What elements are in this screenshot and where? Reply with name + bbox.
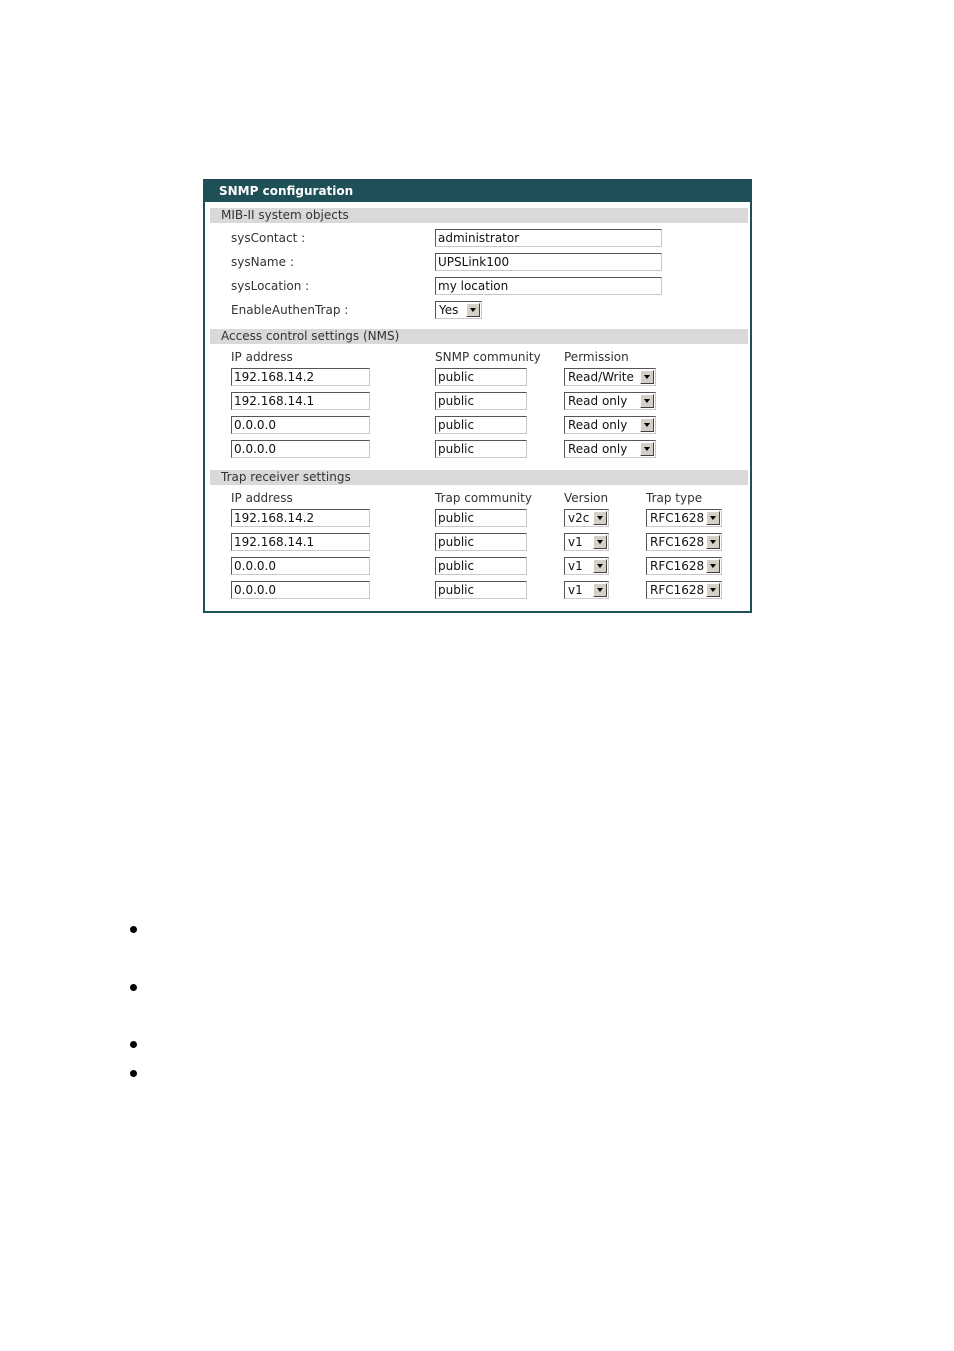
section-access: Access control settings (NMS) (210, 329, 748, 344)
trap-community-input[interactable]: public (435, 509, 527, 527)
bullet-dot (130, 926, 137, 933)
chevron-down-icon[interactable] (466, 303, 480, 317)
access-ip-input[interactable]: 0.0.0.0 (231, 440, 370, 458)
access-header-ip: IP address (231, 350, 293, 364)
enableauthentrap-label: EnableAuthenTrap : (231, 303, 349, 317)
trap-version-value: v2c (568, 511, 590, 525)
chevron-down-icon[interactable] (640, 394, 654, 408)
access-ip-input[interactable]: 192.168.14.2 (231, 368, 370, 386)
chevron-down-icon[interactable] (706, 535, 720, 549)
access-community-input[interactable]: public (435, 368, 527, 386)
access-permission-select[interactable] (564, 368, 656, 386)
access-permission-select[interactable] (564, 416, 656, 434)
panel-title: SNMP configuration (205, 181, 750, 202)
trap-type-select[interactable] (646, 533, 722, 551)
chevron-down-icon[interactable] (593, 511, 607, 525)
access-ip-input[interactable]: 0.0.0.0 (231, 416, 370, 434)
syslocation-label: sysLocation : (231, 279, 310, 293)
sysname-input[interactable]: UPSLink100 (435, 253, 662, 271)
access-community-input[interactable]: public (435, 416, 527, 434)
access-permission-select[interactable] (564, 440, 656, 458)
trap-version-select[interactable] (564, 557, 609, 575)
bullet-dot (130, 1041, 137, 1048)
trap-header-version: Version (564, 491, 609, 505)
trap-type-select[interactable] (646, 557, 722, 575)
trap-version-value: v1 (568, 583, 583, 597)
access-permission-value: Read only (568, 442, 628, 456)
section-trap: Trap receiver settings (210, 470, 748, 485)
trap-type-value: RFC1628 (650, 559, 705, 573)
trap-version-value: v1 (568, 535, 583, 549)
access-permission-select[interactable] (564, 392, 656, 410)
trap-version-select[interactable] (564, 509, 609, 527)
trap-type-value: RFC1628 (650, 535, 705, 549)
sysname-label: sysName : (231, 255, 294, 269)
chevron-down-icon[interactable] (706, 583, 720, 597)
trap-type-select[interactable] (646, 581, 722, 599)
access-community-input[interactable]: public (435, 440, 527, 458)
trap-ip-input[interactable]: 192.168.14.2 (231, 509, 370, 527)
chevron-down-icon[interactable] (706, 511, 720, 525)
trap-type-select[interactable] (646, 509, 722, 527)
trap-ip-input[interactable]: 192.168.14.1 (231, 533, 370, 551)
trap-header-community: Trap community (435, 491, 532, 505)
syscontact-label: sysContact : (231, 231, 306, 245)
chevron-down-icon[interactable] (593, 583, 607, 597)
snmp-config-panel (203, 179, 752, 613)
chevron-down-icon[interactable] (640, 418, 654, 432)
access-permission-value: Read/Write (568, 370, 634, 384)
bullet-dot (130, 1070, 137, 1077)
access-community-input[interactable]: public (435, 392, 527, 410)
chevron-down-icon[interactable] (706, 559, 720, 573)
trap-community-input[interactable]: public (435, 557, 527, 575)
access-permission-value: Read only (568, 418, 628, 432)
chevron-down-icon[interactable] (593, 535, 607, 549)
access-permission-value: Read only (568, 394, 628, 408)
access-header-community: SNMP community (435, 350, 541, 364)
trap-header-ip: IP address (231, 491, 293, 505)
trap-community-input[interactable]: public (435, 581, 527, 599)
section-mib: MIB-II system objects (210, 208, 748, 223)
access-ip-input[interactable]: 192.168.14.1 (231, 392, 370, 410)
syslocation-input[interactable]: my location (435, 277, 662, 295)
enableauthentrap-value: Yes (439, 303, 459, 317)
access-header-permission: Permission (564, 350, 629, 364)
trap-type-value: RFC1628 (650, 583, 705, 597)
trap-ip-input[interactable]: 0.0.0.0 (231, 557, 370, 575)
trap-version-select[interactable] (564, 581, 609, 599)
trap-version-value: v1 (568, 559, 583, 573)
trap-version-select[interactable] (564, 533, 609, 551)
chevron-down-icon[interactable] (640, 370, 654, 384)
enableauthentrap-select[interactable] (435, 301, 482, 319)
trap-header-type: Trap type (646, 491, 703, 505)
chevron-down-icon[interactable] (640, 442, 654, 456)
bullet-dot (130, 984, 137, 991)
syscontact-input[interactable]: administrator (435, 229, 662, 247)
trap-type-value: RFC1628 (650, 511, 705, 525)
chevron-down-icon[interactable] (593, 559, 607, 573)
trap-ip-input[interactable]: 0.0.0.0 (231, 581, 370, 599)
trap-community-input[interactable]: public (435, 533, 527, 551)
